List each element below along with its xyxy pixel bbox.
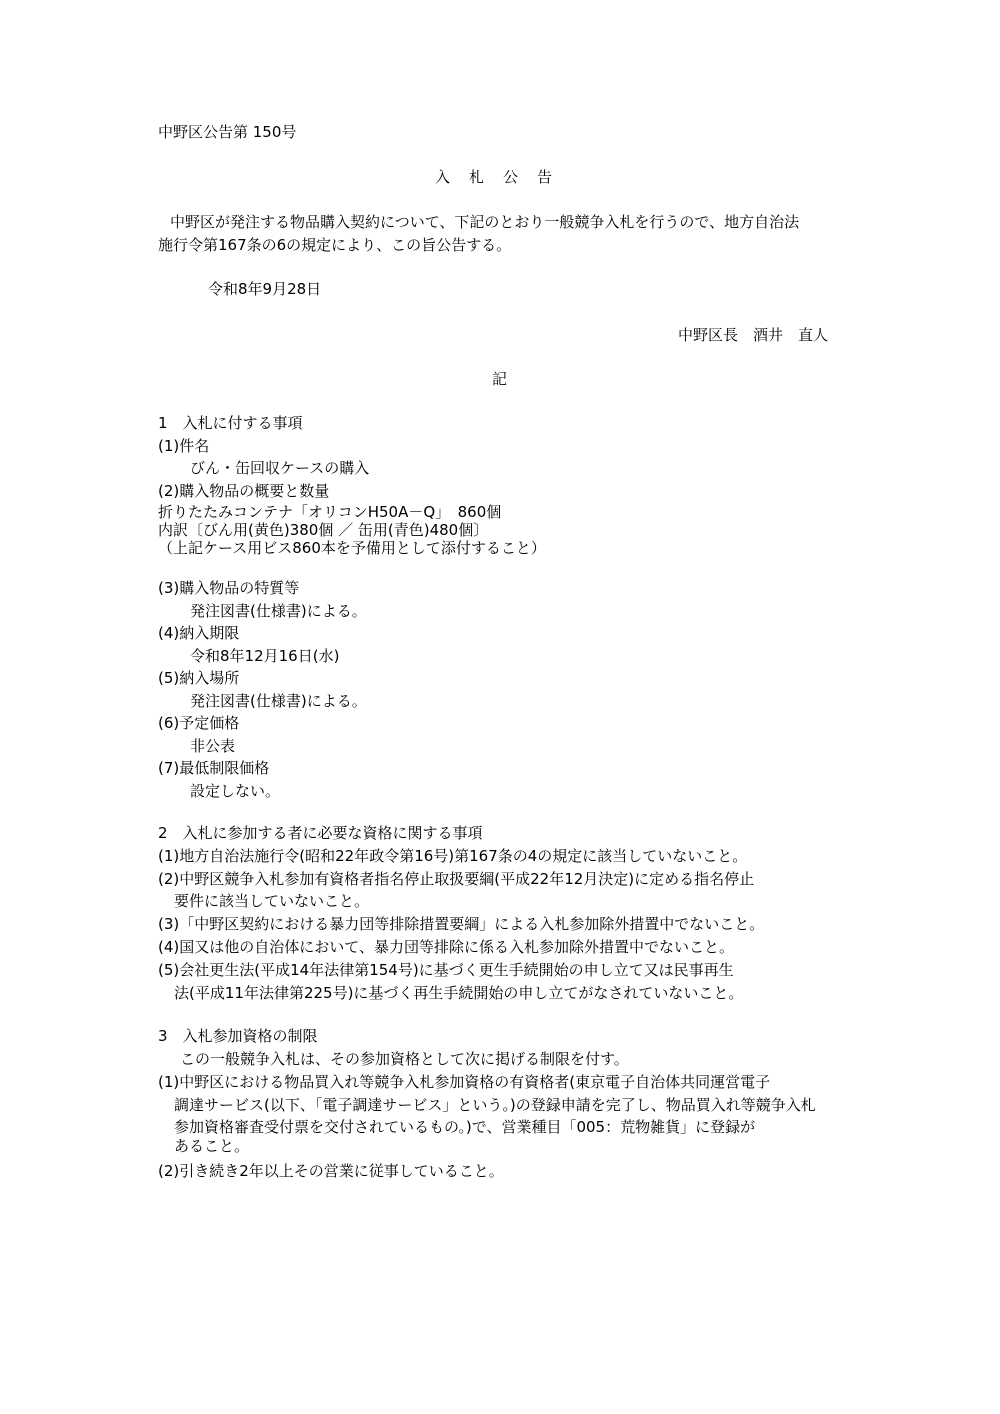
- item7-label: (7)最低制限価格: [158, 759, 270, 777]
- notice-number: 中野区公告第 150号: [158, 123, 297, 141]
- section2-line: 要件に該当していないこと。: [174, 892, 370, 910]
- item5-label: (5)納入場所: [158, 669, 240, 687]
- item2-line-3: （上記ケース用ビス860本を予備用として添付すること）: [158, 539, 546, 557]
- item5-value: 発注図書(仕様書)による。: [190, 692, 367, 710]
- item1-value: びん・缶回収ケースの購入: [190, 459, 370, 477]
- section3-line: 参加資格審査受付票を交付されているもの。)で、営業種目「005：荒物雑貨」に登録が: [174, 1118, 756, 1136]
- section2-heading: 2 入札に参加する者に必要な資格に関する事項: [158, 824, 483, 842]
- section2-line: (4)国又は他の自治体において、暴力団等排除に係る入札参加除外措置中でないこと。: [158, 938, 734, 956]
- item3-label: (3)購入物品の特質等: [158, 579, 300, 597]
- notice-date: 令和8年9月28日: [208, 280, 322, 298]
- item4-value: 令和8年12月16日(水): [190, 647, 340, 665]
- section2-line: (5)会社更生法(平成14年法律第154号)に基づく更生手続開始の申し立て又は民事再生: [158, 961, 734, 979]
- section3-line: 調達サービス(以下、「電子調達サービス」という。)の登録申請を完了し、物品買入れ等競争入札: [174, 1096, 816, 1114]
- item2-label: (2)購入物品の概要と数量: [158, 482, 330, 500]
- section2-line: (1)地方自治法施行令(昭和22年政令第16号)第167条の4の規定に該当していないこと。: [158, 847, 748, 865]
- page-title: 入 札 公 告: [435, 168, 555, 186]
- signatory: 中野区長 酒井 直人: [678, 326, 829, 344]
- item4-label: (4)納入期限: [158, 624, 240, 642]
- item6-label: (6)予定価格: [158, 714, 240, 732]
- section3-intro: この一般競争入札は、その参加資格として次に掲げる制限を付す。: [180, 1050, 629, 1068]
- section3-line: あること。: [174, 1137, 250, 1155]
- section3-heading: 3 入札参加資格の制限: [158, 1027, 318, 1045]
- item2-line-2: 内訳〔びん用(黄色)380個 ／ 缶用(青色)480個〕: [158, 521, 489, 539]
- section1-heading: 1 入札に付する事項: [158, 414, 303, 432]
- section3-line: (2)引き続き2年以上その営業に従事していること。: [158, 1162, 504, 1180]
- intro-line-2: 施行令第167条の6の規定により、この旨公告する。: [158, 236, 512, 254]
- section2-line: (3)「中野区契約における暴力団等排除措置要綱」による入札参加除外措置中でないこと。: [158, 915, 765, 933]
- item6-value: 非公表: [190, 737, 236, 755]
- item7-value: 設定しない。: [190, 782, 281, 800]
- intro-line-1: 中野区が発注する物品購入契約について、下記のとおり一般競争入札を行うので、地方自治法: [170, 213, 800, 231]
- item1-label: (1)件名: [158, 437, 210, 455]
- section2-line: (2)中野区競争入札参加有資格者指名停止取扱要綱(平成22年12月決定)に定める指名停止: [158, 870, 755, 888]
- item3-value: 発注図書(仕様書)による。: [190, 602, 367, 620]
- section2-line: 法(平成11年法律第225号)に基づく再生手続開始の申し立てがなされていないこと。: [174, 984, 744, 1002]
- ki-heading: 記: [492, 370, 508, 388]
- section3-line: (1)中野区における物品買入れ等競争入札参加資格の有資格者(東京電子自治体共同運営電子: [158, 1073, 771, 1091]
- item2-line-1: 折りたたみコンテナ「オリコンH50A－Q」 860個: [158, 503, 502, 521]
